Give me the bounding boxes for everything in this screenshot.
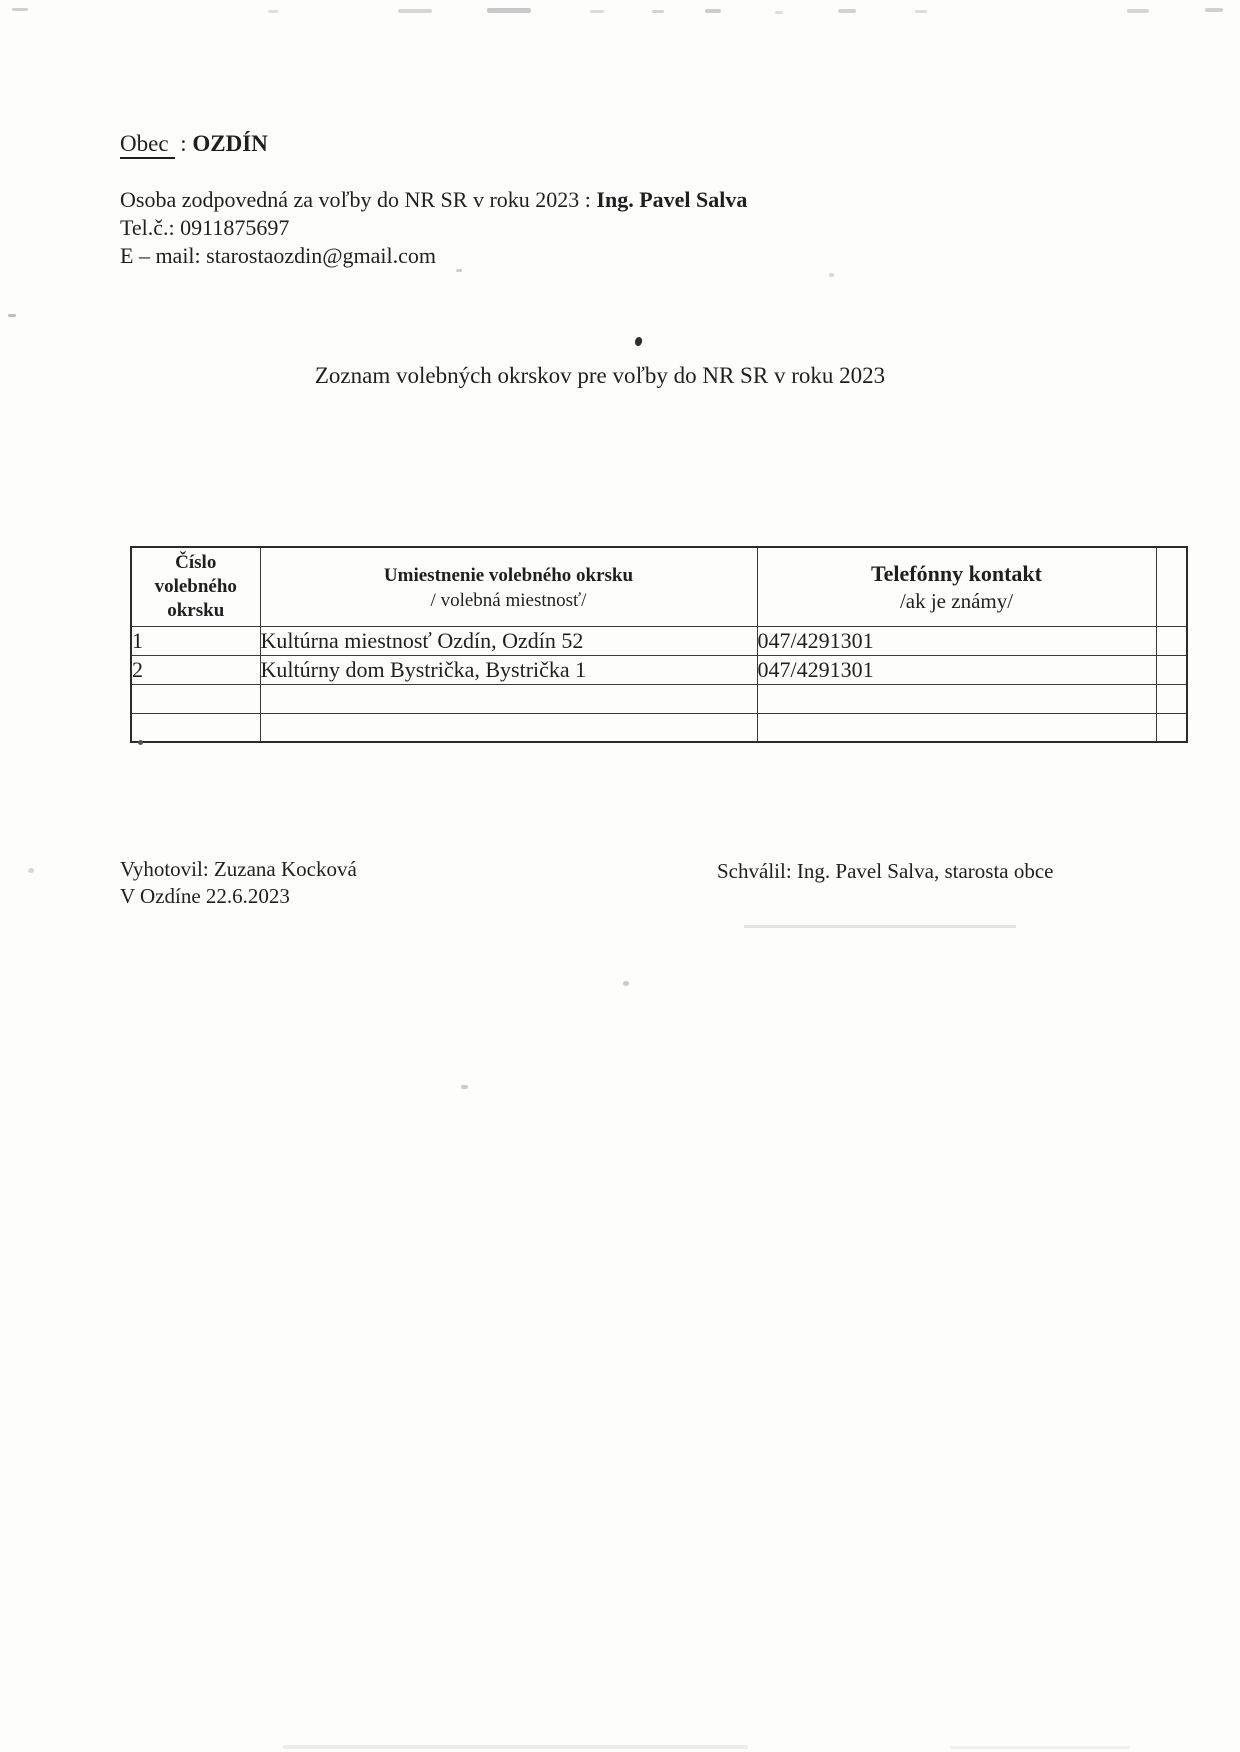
- scan-artifact: [12, 8, 28, 11]
- header-district-location: [260, 547, 757, 626]
- scan-artifact: [633, 336, 643, 347]
- email-line: E – mail: starostaozdin@gmail.com: [120, 243, 436, 268]
- header-line: okrsku: [167, 599, 225, 621]
- scan-artifact: [1127, 9, 1149, 13]
- obec-label: Obec: [120, 131, 175, 159]
- cell-phone-contact: [757, 684, 1156, 713]
- table-header-row: [131, 547, 1187, 626]
- prepared-by-line: Vyhotovil: Zuzana Kocková: [120, 857, 357, 881]
- scan-artifact: [1205, 8, 1223, 12]
- header-location-subtitle: / volebná miestnosť/: [430, 589, 587, 611]
- cell-extra: [1156, 684, 1187, 713]
- cell-phone-contact: [757, 713, 1156, 742]
- scan-artifact: [456, 269, 462, 272]
- responsible-person-name: Ing. Pavel Salva: [596, 187, 748, 212]
- contact-block: [120, 186, 747, 270]
- scan-artifact: [950, 1746, 1130, 1749]
- scan-artifact: [705, 9, 721, 13]
- scan-artifact: [487, 8, 531, 13]
- scan-artifact: [623, 981, 629, 986]
- document-title: Zoznam volebných okrskov pre voľby do NR SR v roku 2023: [314, 363, 886, 388]
- cell-district-number: 1: [131, 626, 260, 655]
- header-location-title: Umiestnenie volebného okrsku: [383, 564, 634, 586]
- approved-by-line: Schválil: Ing. Pavel Salva, starosta obce: [717, 859, 1054, 883]
- prepared-by-block: [120, 856, 357, 910]
- header-line: volebného: [154, 575, 237, 597]
- header-district-number: [131, 547, 260, 626]
- responsible-person-line: [120, 186, 747, 214]
- header-phone-title: Telefónny kontakt: [871, 560, 1042, 586]
- scan-artifact: [915, 10, 927, 13]
- cell-district-location: Kultúrny dom Bystrička, Bystrička 1: [260, 655, 757, 684]
- scan-artifact: [829, 273, 834, 277]
- voting-districts-table: [130, 546, 1188, 743]
- scan-artifact: [8, 314, 16, 317]
- table-body: [131, 626, 1187, 742]
- scan-artifact: [838, 9, 856, 13]
- scan-artifact: [28, 868, 34, 873]
- cell-district-location: [260, 713, 757, 742]
- phone-line: Tel.č.: 0911875697: [120, 215, 290, 240]
- cell-extra: [1156, 655, 1187, 684]
- cell-district-number: [131, 713, 260, 742]
- cell-district-location: [260, 684, 757, 713]
- cell-district-location: Kultúrna miestnosť Ozdín, Ozdín 52: [260, 626, 757, 655]
- obec-value: OZDÍN: [192, 131, 268, 156]
- header-extra-column: [1156, 547, 1187, 626]
- cell-extra: [1156, 626, 1187, 655]
- cell-extra: [1156, 713, 1187, 742]
- table-row: [131, 684, 1187, 713]
- cell-phone-contact: 047/4291301: [757, 626, 1156, 655]
- signature-smudge-line: [744, 925, 1016, 928]
- scan-artifact: [652, 10, 664, 13]
- scan-artifact: [398, 9, 432, 13]
- scan-artifact: [138, 740, 143, 745]
- cell-phone-contact: 047/4291301: [757, 655, 1156, 684]
- table-row: [131, 713, 1187, 742]
- scan-artifact: [590, 10, 604, 13]
- cell-district-number: 2: [131, 655, 260, 684]
- obec-separator: :: [174, 131, 193, 156]
- place-date-line: V Ozdíne 22.6.2023: [120, 884, 290, 908]
- scan-artifact: [283, 1745, 748, 1749]
- cell-district-number: [131, 684, 260, 713]
- header-line: Číslo: [175, 551, 217, 573]
- table-row: [131, 626, 1187, 655]
- scan-artifact: [268, 10, 278, 13]
- scan-artifact: [775, 11, 783, 14]
- table-row: [131, 655, 1187, 684]
- header-phone-subtitle: /ak je známy/: [899, 588, 1014, 613]
- header-phone-contact: [757, 547, 1156, 626]
- responsible-person-label: Osoba zodpovedná za voľby do NR SR v roku 2023 :: [120, 187, 597, 212]
- obec-heading: [120, 131, 268, 159]
- scan-artifact: [461, 1085, 468, 1089]
